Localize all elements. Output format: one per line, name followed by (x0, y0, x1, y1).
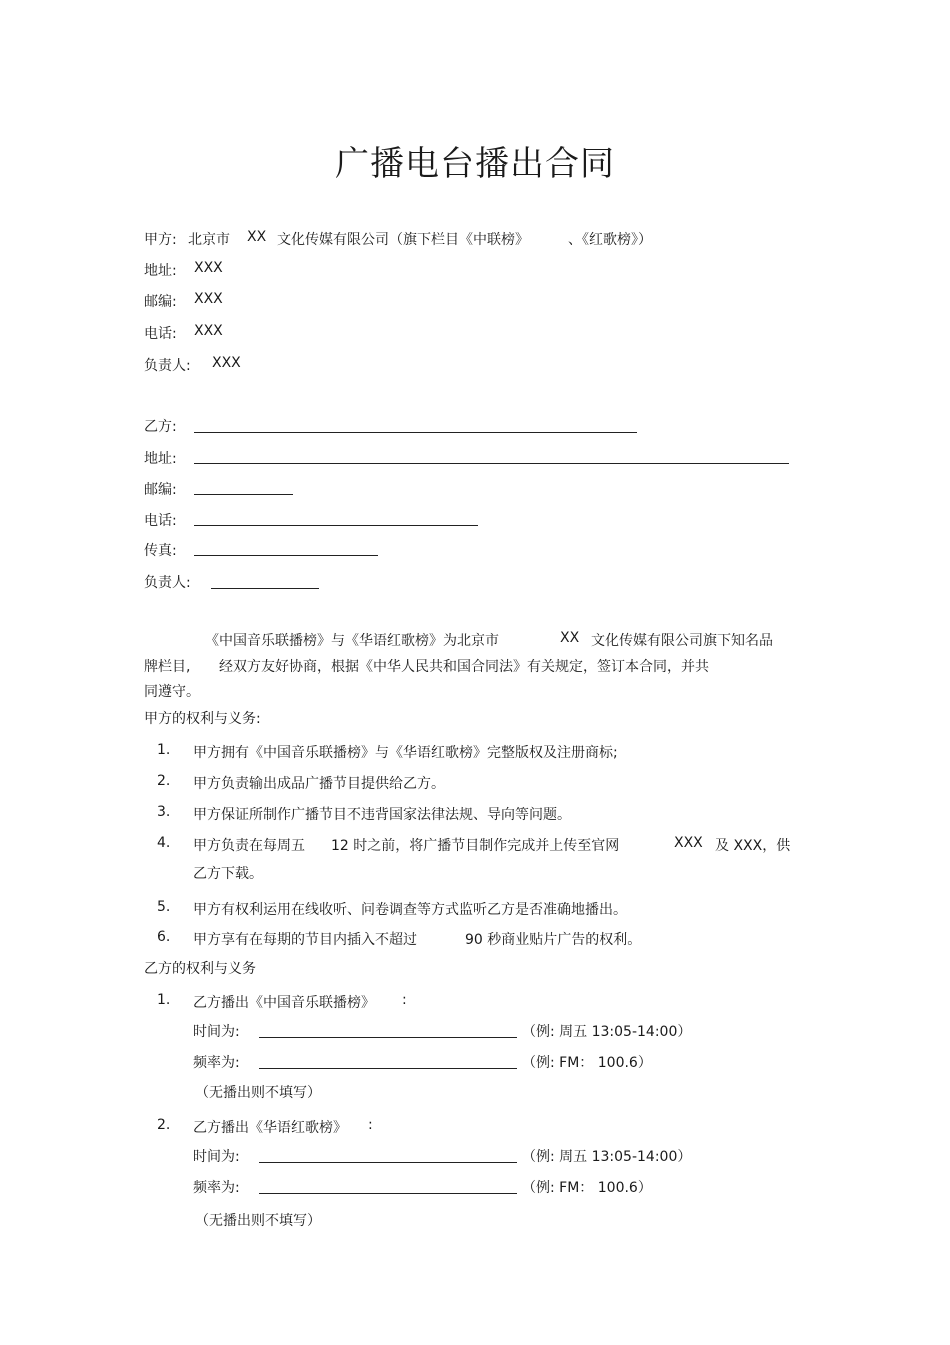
party-a-phone-label: 电话: (144, 326, 177, 342)
section-b-item2-time-blank[interactable] (259, 1162, 517, 1163)
party-b-head-label: 负责人: (144, 575, 191, 591)
party-b-phone-blank[interactable] (194, 525, 478, 526)
section-b-item2-freq-blank[interactable] (259, 1193, 517, 1194)
section-a-heading: 甲方的权利与义务: (144, 711, 261, 727)
party-b-head-blank[interactable] (211, 588, 319, 589)
section-a-item5-num: 5. (157, 899, 171, 915)
section-b-item2-time-example: （例: 周五 13:05-14:00） (522, 1149, 692, 1165)
party-b-fax-blank[interactable] (194, 555, 378, 556)
party-b-address-label: 地址: (144, 451, 177, 467)
section-b-item1-time-example: （例: 周五 13:05-14:00） (522, 1024, 692, 1040)
section-b-item1-note: （无播出则不填写） (195, 1085, 321, 1101)
party-a-address-value: XXX (194, 260, 223, 276)
document-title: 广播电台播出合同 (335, 144, 615, 184)
intro-line2-a: 牌栏目, (144, 659, 191, 675)
section-a-item5-text: 甲方有权利运用在线收听、问卷调查等方式监听乙方是否准确地播出。 (193, 902, 627, 918)
section-b-item2-colon: : (368, 1117, 373, 1133)
section-b-item2-note: （无播出则不填写） (195, 1213, 321, 1229)
party-a-city: 北京市 (188, 232, 230, 248)
party-b-address-blank[interactable] (194, 463, 789, 464)
section-b-item1-time-label: 时间为: (193, 1024, 240, 1040)
section-b-item1-colon: : (402, 992, 407, 1008)
section-a-item6-num: 6. (157, 929, 171, 945)
intro-line3: 同遵守。 (144, 684, 200, 700)
section-a-item3-text: 甲方保证所制作广播节目不违背国家法律法规、导向等问题。 (193, 807, 571, 823)
section-b-item1-time-blank[interactable] (259, 1037, 517, 1038)
party-b-zip-blank[interactable] (194, 494, 293, 495)
section-a-item6-text-a: 甲方享有在每期的节目内插入不超过 (193, 932, 417, 948)
party-a-company: 文化传媒有限公司（旗下栏目《中联榜》 (277, 232, 529, 248)
party-a-zip-label: 邮编: (144, 294, 177, 310)
section-a-item4-continuation: 乙方下载。 (193, 866, 263, 882)
section-a-item1-text: 甲方拥有《中国音乐联播榜》与《华语红歌榜》完整版权及注册商标; (193, 745, 618, 761)
party-b-fax-label: 传真: (144, 543, 177, 559)
intro-line1-xx: XX (560, 630, 580, 646)
intro-line1-a: 《中国音乐联播榜》与《华语红歌榜》为北京市 (205, 633, 499, 649)
section-a-item4-text-a: 甲方负责在每周五 (193, 838, 305, 854)
section-a-item4-num: 4. (157, 835, 171, 851)
section-b-heading: 乙方的权利与义务 (144, 961, 256, 977)
party-a-address-label: 地址: (144, 263, 177, 279)
section-a-item6-text-b: 90 秒商业贴片广告的权利。 (465, 932, 642, 948)
section-b-item2-text: 乙方播出《华语红歌榜》 (193, 1120, 347, 1136)
party-b-name-blank[interactable] (194, 432, 637, 433)
section-a-item2-num: 2. (157, 773, 171, 789)
party-b-label: 乙方: (144, 419, 177, 435)
section-b-item2-num: 2. (157, 1117, 171, 1133)
section-b-item2-freq-label: 频率为: (193, 1180, 240, 1196)
party-a-head-value: XXX (212, 355, 241, 371)
intro-line2-b: 经双方友好协商，根据《中华人民共和国合同法》有关规定，签订本合同，并共 (219, 659, 709, 675)
section-b-item1-text: 乙方播出《中国音乐联播榜》 (193, 995, 375, 1011)
party-a-label: 甲方: (144, 232, 177, 248)
section-b-item1-freq-example: （例: FM： 100.6） (522, 1055, 652, 1071)
party-a-phone-value: XXX (194, 323, 223, 339)
section-a-item1-num: 1. (157, 742, 171, 758)
party-a-zip-value: XXX (194, 291, 223, 307)
intro-line1-b: 文化传媒有限公司旗下知名品 (591, 633, 773, 649)
section-b-item2-time-label: 时间为: (193, 1149, 240, 1165)
section-a-item4-text-c: XXX (674, 835, 703, 851)
section-b-item2-freq-example: （例: FM： 100.6） (522, 1180, 652, 1196)
section-b-item1-freq-blank[interactable] (259, 1068, 517, 1069)
section-a-item4-text-d: 及 XXX，供 (715, 838, 791, 854)
party-b-phone-label: 电话: (144, 513, 177, 529)
party-b-zip-label: 邮编: (144, 482, 177, 498)
section-b-item1-num: 1. (157, 992, 171, 1008)
section-a-item4-text-b: 12 时之前，将广播节目制作完成并上传至官网 (331, 838, 620, 854)
party-a-xx: XX (247, 229, 267, 245)
party-a-column2: 、《红歌榜》） (568, 232, 652, 248)
section-b-item1-freq-label: 频率为: (193, 1055, 240, 1071)
section-a-item2-text: 甲方负责输出成品广播节目提供给乙方。 (193, 776, 445, 792)
party-a-head-label: 负责人: (144, 358, 191, 374)
section-a-item3-num: 3. (157, 804, 171, 820)
